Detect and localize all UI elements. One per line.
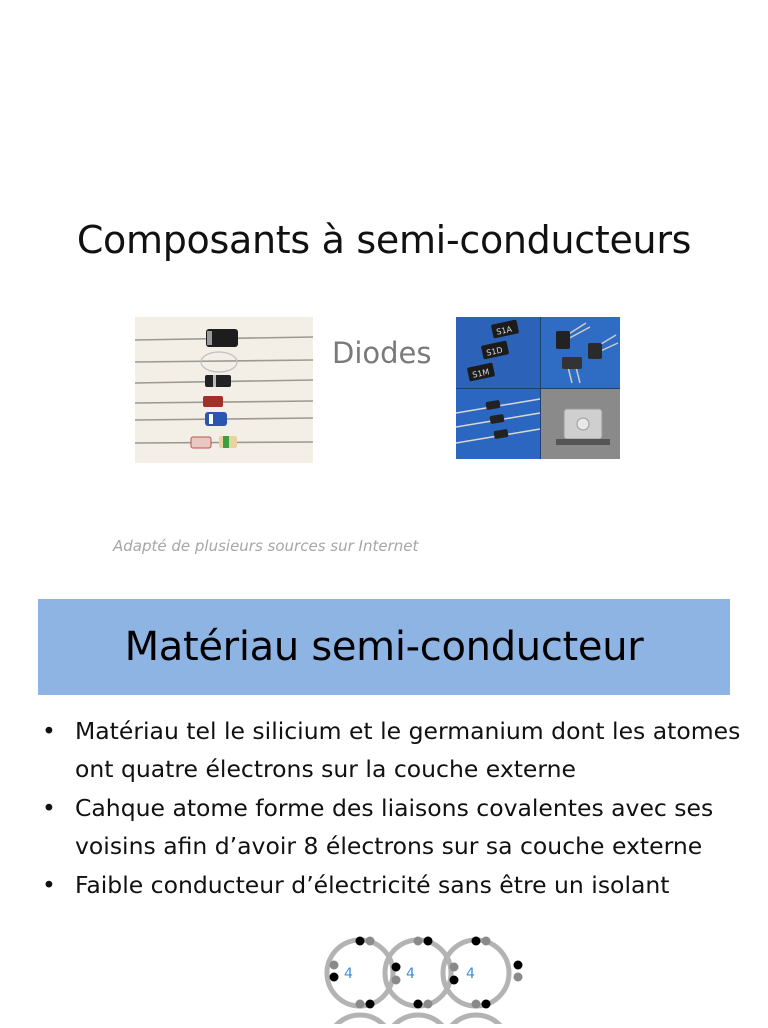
diodes-photo-right <box>456 317 620 459</box>
list-item <box>42 867 742 905</box>
source-credit: Adapté de plusieurs sources sur Internet <box>113 537 419 555</box>
diodes-label: Diodes <box>332 336 432 370</box>
valence-label-3: 4 <box>466 966 475 982</box>
bullet-symbol: • <box>42 871 56 899</box>
valence-label-1: 4 <box>344 966 353 982</box>
silicon-lattice-diagram <box>320 930 540 1024</box>
smd-label-1: S1A <box>495 324 513 337</box>
bullet-symbol: • <box>42 794 56 822</box>
title-band <box>38 599 730 695</box>
bullet-symbol: • <box>42 717 56 745</box>
diodes-photo-left <box>135 317 313 463</box>
slide-title: Composants à semi-conducteurs <box>76 218 692 262</box>
smd-diodes-image <box>456 317 620 459</box>
bullet-list <box>42 713 742 907</box>
lattice-svg <box>320 930 540 1024</box>
bullet-text: Faible conducteur d’électricité sans être un isolant <box>75 871 670 899</box>
bullet-text: Cahque atome forme des liaisons covalentes avec ses voisins afin d’avoir 8 électrons sur sa couche externe <box>75 794 714 860</box>
valence-label-2: 4 <box>406 966 415 982</box>
list-item <box>42 790 742 865</box>
bullet-text: Matériau tel le silicium et le germanium dont les atomes ont quatre électrons sur la couche externe <box>75 717 741 783</box>
axial-diodes-image <box>135 317 313 463</box>
smd-label-2: S1D <box>485 345 504 358</box>
smd-label-3: S1M <box>471 367 491 380</box>
list-item <box>42 713 742 788</box>
section-title: Matériau semi-conducteur <box>124 624 644 670</box>
